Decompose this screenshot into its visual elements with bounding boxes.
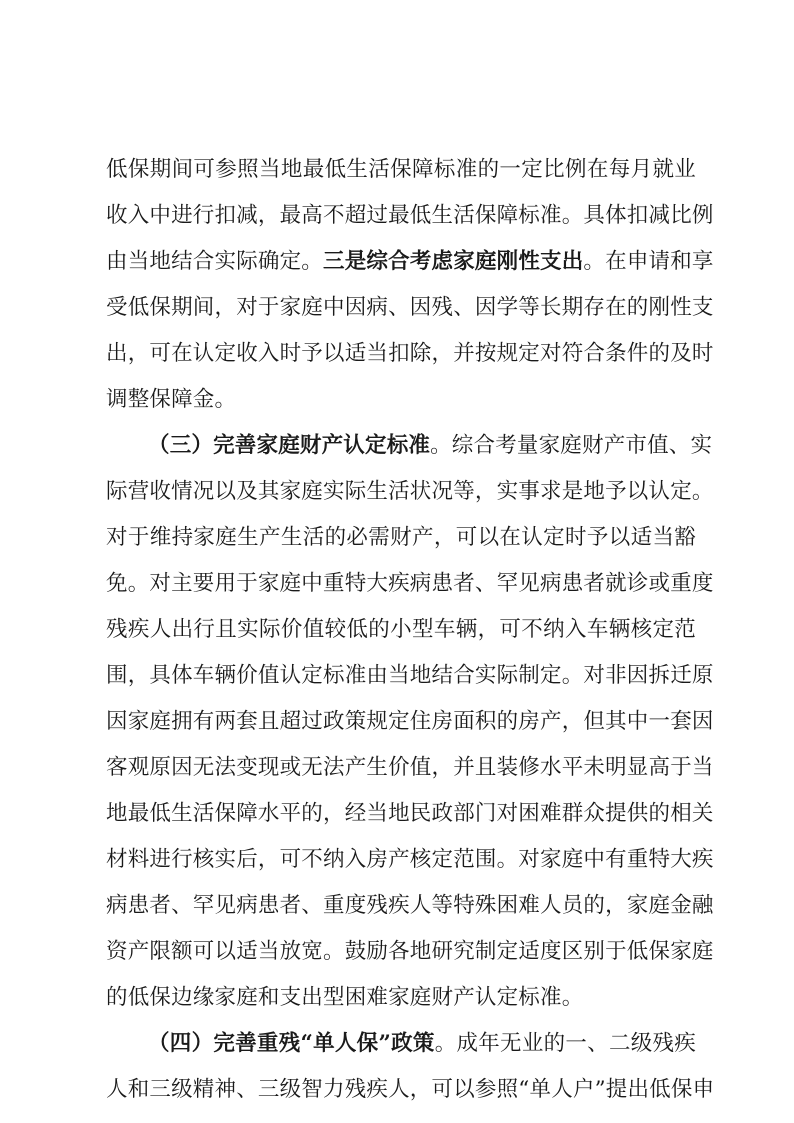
body-line-6 [106,385,696,415]
body-line-5 [106,339,714,369]
line-text: 对于维持家庭生产生活的必需财产，可以在认定时予以适当豁 [106,525,696,550]
line-text: 的低保边缘家庭和支出型困难家庭财产认定标准。 [106,985,584,1010]
section-heading-4-line [148,1029,696,1059]
line-text-pre: 由当地结合实际确定。 [106,249,324,274]
body-line-14 [106,753,714,783]
line-text-post: 。成年无业的一、二级残疾 [434,1031,696,1056]
body-line-1 [106,155,696,185]
line-text: 低保期间可参照当地最低生活保障标准的一定比例在每月就业 [106,157,696,182]
body-line-8 [106,477,714,507]
body-line-9 [106,523,696,553]
line-text: 围，具体车辆价值认定标准由当地结合实际制定。对非因拆迁原 [106,663,714,688]
body-line-17 [106,891,714,921]
line-text: 材料进行核实后，可不纳入房产核定范围。对家庭中有重特大疾 [106,847,714,872]
body-line-13 [106,707,714,737]
line-text: 残疾人出行且实际价值较低的小型车辆，可不纳入车辆核定范 [106,617,696,642]
line-text: 人和三级精神、三级智力残疾人，可以参照“单人户”提出低保申 [106,1077,715,1102]
body-line-21 [106,1075,715,1105]
line-text: 际营收情况以及其家庭实际生活状况等，实事求是地予以认定。 [106,479,714,504]
body-line-16 [106,845,714,875]
body-line-3 [106,247,714,277]
body-line-15 [106,799,714,829]
line-text: 资产限额可以适当放宽。鼓励各地研究制定适度区别于低保家庭 [106,939,714,964]
section-heading-4: （四）完善重残“单人保”政策 [148,1031,435,1056]
body-line-11 [106,615,696,645]
section-heading-3-line [148,431,713,461]
line-text: 因家庭拥有两套且超过政策规定住房面积的房产，但其中一套因 [106,709,714,734]
bold-phrase: 三是综合考虑家庭刚性支出 [323,249,584,274]
line-text: 免。对主要用于家庭中重特大疾病患者、罕见病患者就诊或重度 [106,571,714,596]
body-line-19 [106,983,696,1013]
line-text: 病患者、罕见病患者、重度残疾人等特殊困难人员的，家庭金融 [106,893,714,918]
line-text: 客观原因无法变现或无法产生价值，并且装修水平未明显高于当 [106,755,714,780]
line-text-post: 。综合考量家庭财产市值、实 [430,433,713,458]
body-line-4 [106,293,714,323]
line-text: 受低保期间，对于家庭中因病、因残、因学等长期存在的刚性支 [106,295,714,320]
line-text: 地最低生活保障水平的，经当地民政部门对困难群众提供的相关 [106,801,714,826]
section-heading-3: （三）完善家庭财产认定标准 [148,433,431,458]
line-text: 收入中进行扣减，最高不超过最低生活保障标准。具体扣减比例 [106,203,714,228]
line-text-post: 。在申请和享 [583,249,714,274]
body-line-2 [106,201,714,231]
line-text: 出，可在认定收入时予以适当扣除，并按规定对符合条件的及时 [106,341,714,366]
body-line-12 [106,661,714,691]
body-line-10 [106,569,714,599]
body-line-18 [106,937,714,967]
line-text: 调整保障金。 [106,387,237,412]
